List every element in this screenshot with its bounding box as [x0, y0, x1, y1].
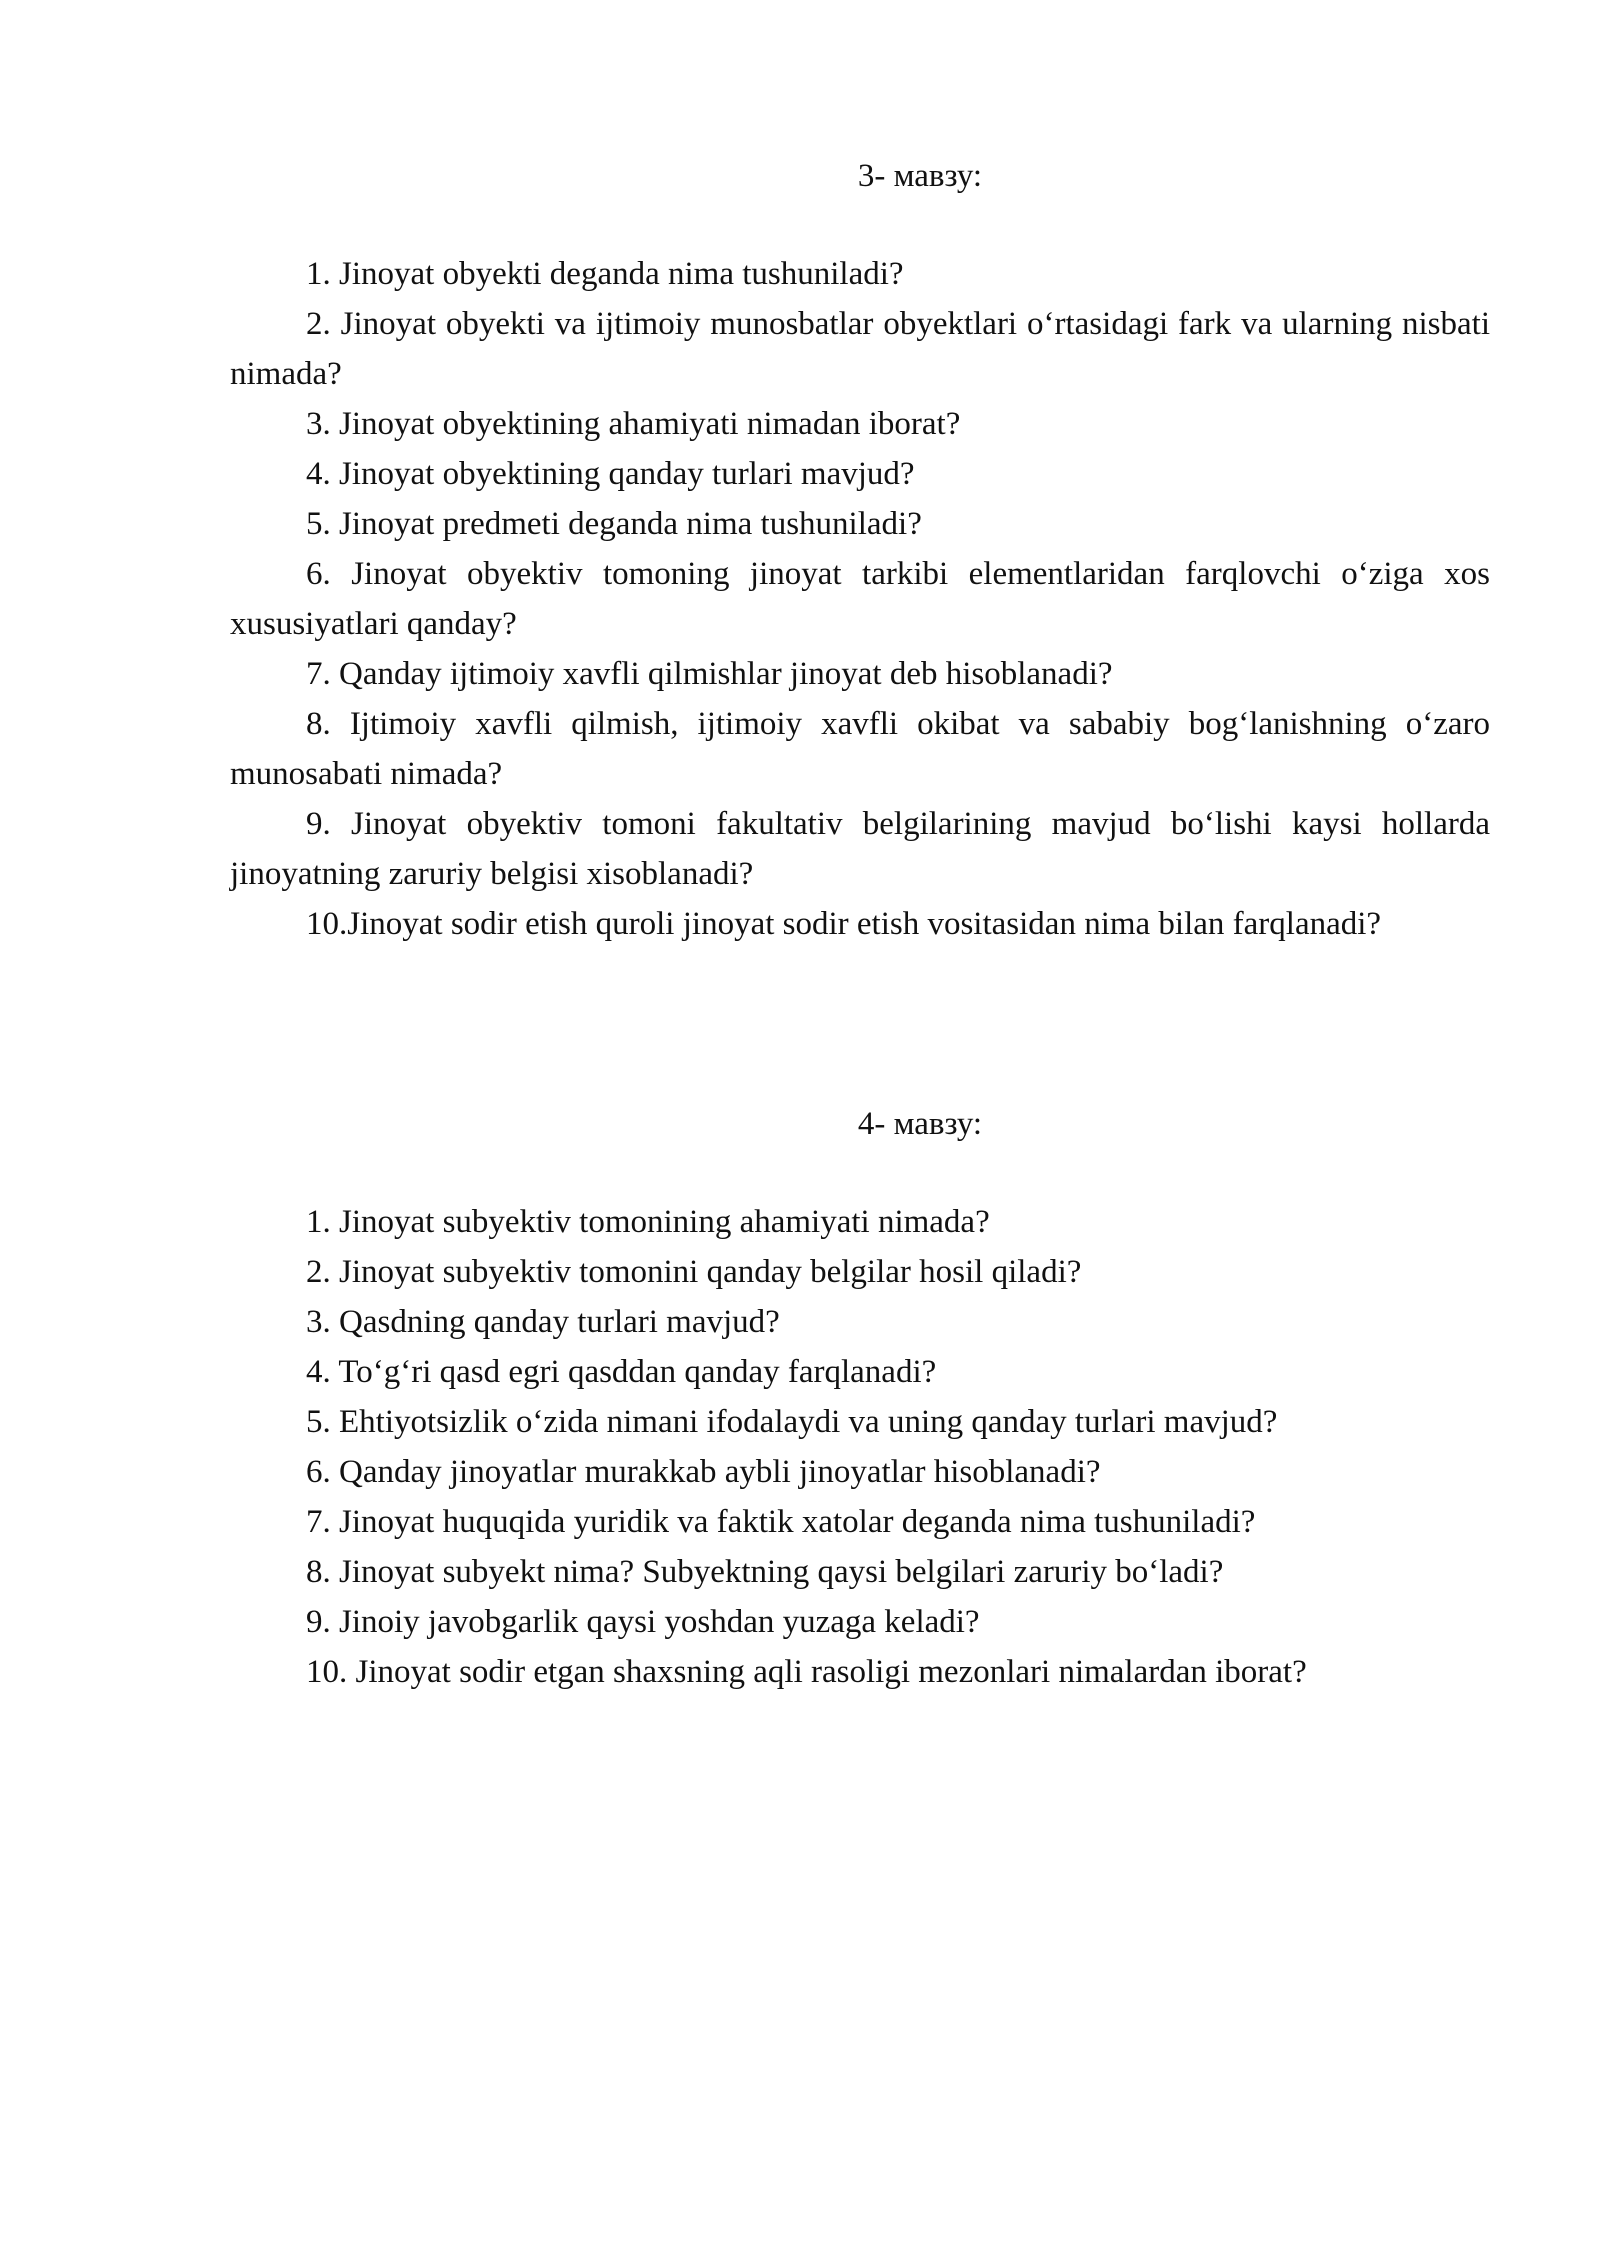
list-item	[230, 249, 1490, 299]
question-text: To‘g‘ri qasd egri qasddan qanday farqlanadi?	[338, 1354, 937, 1390]
question-text: Jinoyat subyektiv tomonining ahamiyati nimada?	[339, 1204, 990, 1240]
question-text: Jinoyat obyektining qanday turlari mavjud?	[339, 456, 915, 492]
list-item	[230, 299, 1490, 399]
question-number: 3.	[306, 406, 331, 442]
question-text: Qanday jinoyatlar murakkab aybli jinoyatlar hisoblanadi?	[339, 1454, 1101, 1490]
question-number: 6.	[306, 556, 331, 592]
question-number: 9.	[306, 1604, 331, 1640]
question-text: Jinoyat obyektiv tomoni fakultativ belgilarining mavjud bo‘lishi kaysi hollarda jinoyatning zaruriy belgisi xisoblanadi?	[230, 806, 1490, 892]
list-item	[230, 1197, 1490, 1247]
question-number: 5.	[306, 506, 331, 542]
question-text: Jinoyat sodir etgan shaxsning aqli rasoligi mezonlari nimalardan iborat?	[355, 1654, 1307, 1690]
question-text: Jinoyat subyekt nima? Subyektning qaysi belgilari zaruriy bo‘ladi?	[339, 1554, 1224, 1590]
question-number: 3.	[306, 1304, 331, 1340]
question-number: 10.	[306, 1654, 348, 1690]
question-text: Jinoiy javobgarlik qaysi yoshdan yuzaga keladi?	[339, 1604, 980, 1640]
question-text: Jinoyat obyektining ahamiyati nimadan iborat?	[339, 406, 961, 442]
list-item	[230, 899, 1490, 949]
question-list-4	[230, 1197, 1490, 1697]
list-item	[230, 1347, 1490, 1397]
question-number: 4.	[306, 1354, 331, 1390]
question-text: Jinoyat obyekti va ijtimoiy munosbatlar obyektlari o‘rtasidagi fark va ularning nisbati nimada?	[230, 306, 1491, 392]
list-item	[230, 1297, 1490, 1347]
question-number: 8.	[306, 1554, 331, 1590]
question-number: 2.	[306, 306, 331, 342]
list-item	[230, 1397, 1490, 1447]
question-text: Ehtiyotsizlik o‘zida nimani ifodalaydi va uning qanday turlari mavjud?	[339, 1404, 1278, 1440]
question-text: Qanday ijtimoiy xavfli qilmishlar jinoyat deb hisoblanadi?	[339, 656, 1113, 692]
list-item	[230, 1597, 1490, 1647]
list-item	[230, 1447, 1490, 1497]
question-number: 5.	[306, 1404, 331, 1440]
list-item	[230, 699, 1490, 799]
list-item	[230, 399, 1490, 449]
question-number: 7.	[306, 1504, 331, 1540]
list-item	[230, 1647, 1490, 1697]
question-number: 10.	[306, 906, 348, 942]
list-item	[230, 799, 1490, 899]
question-number: 1.	[306, 1204, 331, 1240]
list-item	[230, 499, 1490, 549]
question-text: Jinoyat obyekti deganda nima tushuniladi?	[339, 256, 904, 292]
question-text: Ijtimoiy xavfli qilmish, ijtimoiy xavfli okibat va sababiy bog‘lanishning o‘zaro munosabati nimada?	[230, 706, 1491, 792]
question-text: Qasdning qanday turlari mavjud?	[339, 1304, 780, 1340]
question-text: Jinoyat predmeti deganda nima tushuniladi?	[339, 506, 922, 542]
list-item	[230, 649, 1490, 699]
list-item	[230, 549, 1490, 649]
question-text: Jinoyat obyektiv tomoning jinoyat tarkibi elementlaridan farqlovchi o‘ziga xos xususiyatlari qanday?	[230, 556, 1490, 642]
question-text: Jinoyat subyektiv tomonini qanday belgilar hosil qiladi?	[339, 1254, 1082, 1290]
list-item	[230, 1247, 1490, 1297]
question-list-3	[230, 249, 1490, 949]
section-heading-3: 3- мавзу:	[857, 158, 983, 194]
list-item	[230, 1497, 1490, 1547]
question-number: 1.	[306, 256, 331, 292]
list-item	[230, 1547, 1490, 1597]
question-number: 7.	[306, 656, 331, 692]
question-number: 2.	[306, 1254, 331, 1290]
question-text: Jinoyat huquqida yuridik va faktik xatolar deganda nima tushuniladi?	[339, 1504, 1256, 1540]
question-text: Jinoyat sodir etish quroli jinoyat sodir etish vositasidan nima bilan farqlanadi?	[347, 906, 1382, 942]
question-number: 9.	[306, 806, 331, 842]
section-heading-4: 4- мавзу:	[857, 1106, 983, 1142]
question-number: 8.	[306, 706, 331, 742]
question-number: 4.	[306, 456, 331, 492]
list-item	[230, 449, 1490, 499]
question-number: 6.	[306, 1454, 331, 1490]
